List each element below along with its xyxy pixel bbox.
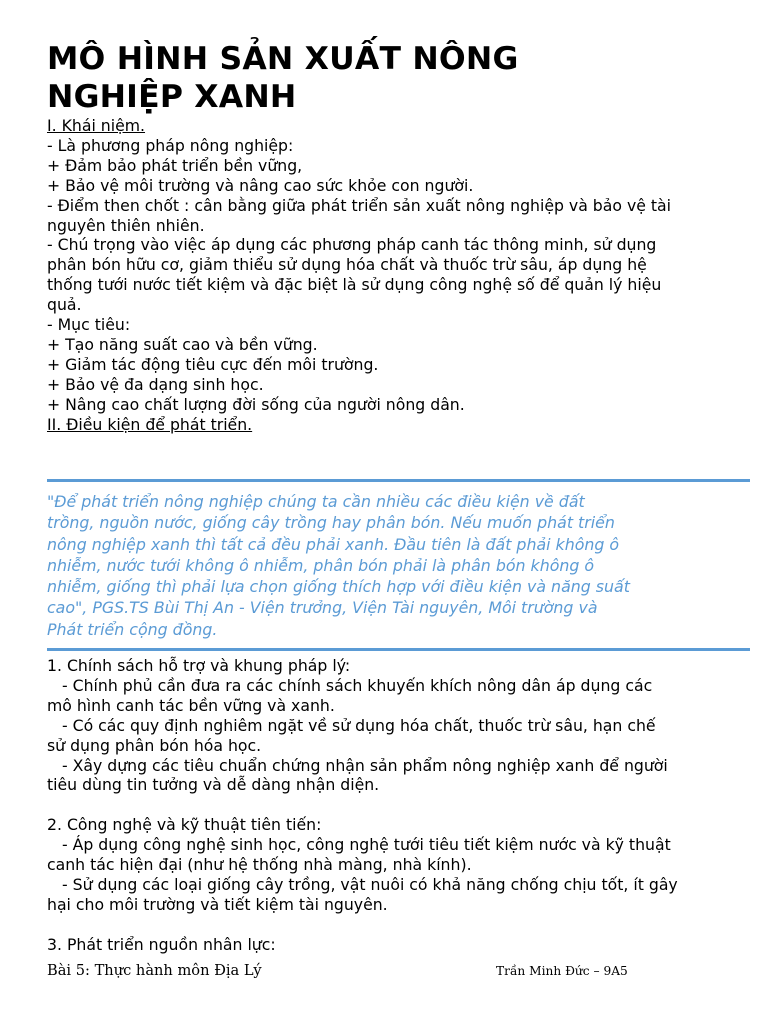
section-1-line: quả. <box>47 295 82 315</box>
title-line-1: MÔ HÌNH SẢN XUẤT NÔNG <box>47 41 519 77</box>
section-1-line: + Nâng cao chất lượng đời sống của người nông dân. <box>47 394 465 414</box>
conditions-line: hại cho môi trường và tiết kiệm tài nguyên. <box>47 894 388 914</box>
section-1-line: + Tạo năng suất cao và bền vững. <box>47 334 318 354</box>
conditions-list <box>47 656 737 955</box>
quote-line: cao", PGS.TS Bùi Thị An - Viện trưởng, Viện Tài nguyên, Môi trường và <box>47 598 598 618</box>
conditions-line: - Áp dụng công nghệ sinh học, công nghệ tưới tiêu tiết kiệm nước và kỹ thuật <box>47 835 671 855</box>
section-1-line: phân bón hữu cơ, giảm thiểu sử dụng hóa chất và thuốc trừ sâu, áp dụng hệ <box>47 255 647 275</box>
section-1-line: - Mục tiêu: <box>47 315 131 335</box>
conditions-line: 2. Công nghệ và kỹ thuật tiên tiến: <box>47 815 322 835</box>
quote-line: "Để phát triển nông nghiệp chúng ta cần nhiều các điều kiện về đất <box>47 492 585 511</box>
conditions-line: tiêu dùng tin tưởng và dễ dàng nhận diện. <box>47 775 380 795</box>
section-1-line: + Bảo vệ môi trường và nâng cao sức khỏe con người. <box>47 175 474 195</box>
section-1 <box>47 116 727 435</box>
section-1-line: + Bảo vệ đa dạng sinh học. <box>47 374 264 394</box>
section-1-line: + Đảm bảo phát triển bền vững, <box>47 155 303 175</box>
section-1-line: nguyên thiên nhiên. <box>47 215 205 235</box>
quote-line: nhiễm, giống thì phải lựa chọn giống thích hợp với điều kiện và năng suất <box>47 577 630 597</box>
quote-line: trồng, nguồn nước, giống cây trồng hay phân bón. Nếu muốn phát triển <box>47 513 615 533</box>
title-line-2: NGHIỆP XANH <box>47 79 297 115</box>
section-2-heading: II. Điều kiện để phát triển. <box>47 414 253 434</box>
footer-course-label: Bài 5: Thực hành môn Địa Lý <box>47 962 262 979</box>
pull-quote <box>47 479 750 651</box>
conditions-line: canh tác hiện đại (như hệ thống nhà màng, nhà kính). <box>47 855 472 875</box>
conditions-line: - Xây dựng các tiêu chuẩn chứng nhận sản phẩm nông nghiệp xanh để người <box>47 755 668 775</box>
section-1-line: + Giảm tác động tiêu cực đến môi trường. <box>47 354 379 374</box>
section-1-line: - Là phương pháp nông nghiệp: <box>47 135 294 155</box>
footer-author-label: Trần Minh Đức – 9A5 <box>496 964 628 978</box>
conditions-line: - Có các quy định nghiêm ngặt về sử dụng hóa chất, thuốc trừ sâu, hạn chế <box>47 715 656 735</box>
conditions-line: 3. Phát triển nguồn nhân lực: <box>47 934 276 954</box>
section-1-line: - Điểm then chốt : cân bằng giữa phát triển sản xuất nông nghiệp và bảo vệ tài <box>47 195 672 215</box>
section-1-heading: I. Khái niệm. <box>47 116 146 135</box>
conditions-line: 1. Chính sách hỗ trợ và khung pháp lý: <box>47 656 351 675</box>
conditions-line: - Chính phủ cần đưa ra các chính sách khuyến khích nông dân áp dụng các <box>47 675 653 695</box>
conditions-line: sử dụng phân bón hóa học. <box>47 735 262 755</box>
quote-line: nhiễm, nước tưới không ô nhiễm, phân bón phải là phân bón không ô <box>47 555 595 575</box>
conditions-line <box>47 795 737 815</box>
conditions-line: - Sử dụng các loại giống cây trồng, vật nuôi có khả năng chống chịu tốt, ít gây <box>47 874 678 894</box>
quote-line: nông nghiệp xanh thì tất cả đều phải xanh. Đầu tiên là đất phải không ô <box>47 534 620 554</box>
section-1-line: thống tưới nước tiết kiệm và đặc biệt là sử dụng công nghệ số để quản lý hiệu <box>47 275 662 295</box>
section-1-line: - Chú trọng vào việc áp dụng các phương pháp canh tác thông minh, sử dụng <box>47 235 657 255</box>
document-title <box>47 40 727 116</box>
conditions-line: mô hình canh tác bền vững và xanh. <box>47 695 335 715</box>
conditions-line <box>47 915 737 935</box>
quote-line: Phát triển cộng đồng. <box>47 619 218 639</box>
quote-text <box>47 491 750 640</box>
document-body <box>47 40 727 435</box>
